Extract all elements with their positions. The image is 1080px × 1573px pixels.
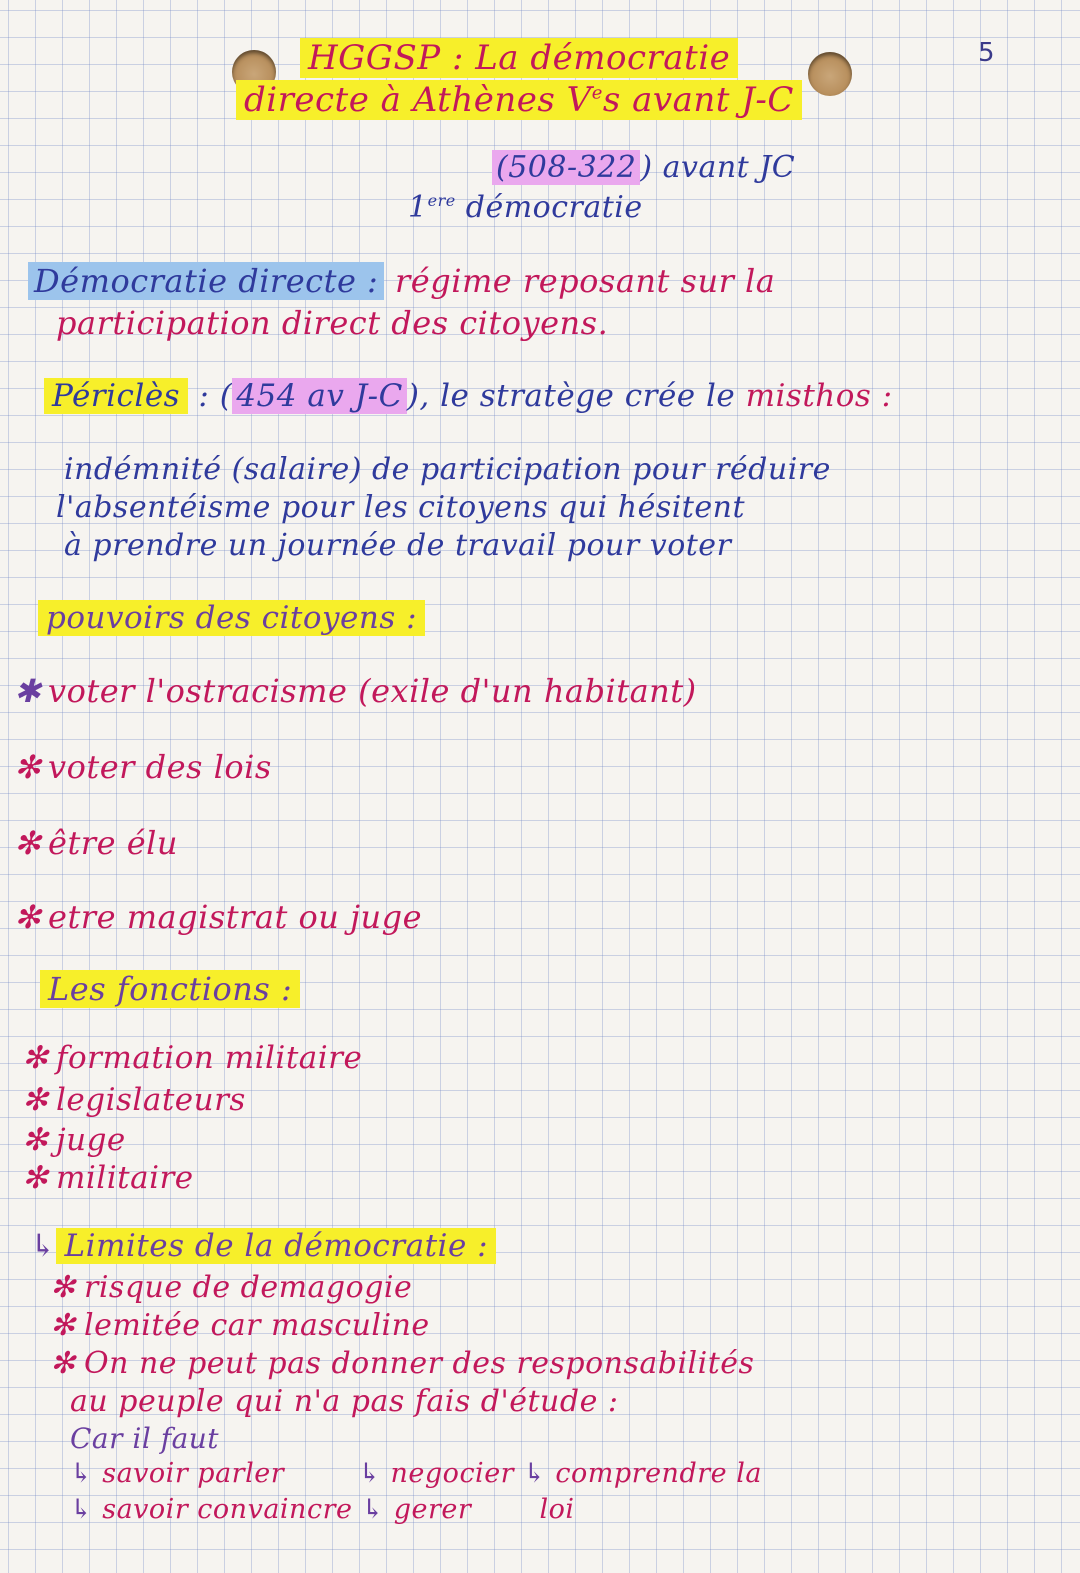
limites-heading-text: Limites de la démocratie : [56, 1228, 496, 1264]
skills-row-2 [70, 1494, 575, 1525]
pouvoir-text-1: voter l'ostracisme (exile d'un habitant) [48, 672, 697, 710]
fonction-text-2: legislateurs [56, 1082, 246, 1118]
binder-hole-right [808, 52, 852, 96]
pouvoir-text-2: voter des lois [48, 748, 272, 786]
skills-row-1 [70, 1458, 762, 1489]
bullet-icon: ✻ [50, 1308, 76, 1343]
fonctions-heading [40, 970, 300, 1008]
first-sup: ere [427, 191, 456, 210]
pouvoir-item-3 [14, 824, 178, 862]
bullet-icon: ✻ [22, 1040, 49, 1076]
first-democracy-line [408, 190, 643, 225]
limite-text-3: On ne peut pas donner des responsabilités [84, 1346, 755, 1381]
arrow-icon: ↳ [523, 1458, 547, 1489]
bullet-icon: ✻ [50, 1346, 76, 1381]
limites-heading [30, 1228, 496, 1264]
fonctions-heading-text: Les fonctions : [40, 970, 300, 1008]
pericles-name: Périclès [44, 378, 188, 414]
arrow-icon: ↳ [358, 1458, 382, 1489]
fonction-item-2 [22, 1082, 246, 1118]
limite-item-2 [50, 1308, 430, 1343]
arrow-icon: ↳ [30, 1228, 57, 1264]
bullet-icon: ✻ [14, 748, 42, 786]
pouvoir-text-4: etre magistrat ou juge [48, 898, 423, 936]
fonction-item-1 [22, 1040, 362, 1076]
definition-term: Démocratie directe : [28, 262, 384, 300]
date-suffix: ) avant JC [640, 150, 796, 185]
fonction-item-4 [22, 1160, 194, 1196]
limite-item-1 [50, 1270, 412, 1305]
title-subject: La démocratie [475, 38, 731, 78]
arrow-icon: ↳ [70, 1458, 94, 1489]
bullet-icon: ✻ [14, 898, 42, 936]
date-range-line [492, 150, 795, 185]
definition-line-1 [28, 262, 775, 300]
title-place: directe à Athènes V [244, 80, 592, 120]
pericles-date: 454 av J-C [232, 378, 407, 414]
pouvoir-item-4 [14, 898, 422, 936]
page-number: 5 [978, 38, 995, 68]
pericles-colon: : ( [188, 378, 233, 414]
limite-continuation: au peuple qui n'a pas fais d'étude : [70, 1384, 619, 1419]
limite-item-3 [50, 1346, 754, 1381]
pericles-after: ), le stratège crée le [406, 378, 736, 414]
skill-negocier: negocier [390, 1458, 515, 1489]
fonction-text-4: militaire [56, 1160, 194, 1196]
definition-line-2: participation direct des citoyens. [56, 304, 609, 342]
bullet-icon: ✻ [22, 1160, 49, 1196]
title-period: s avant J-C [602, 80, 794, 120]
skill-comprendre: comprendre la [555, 1458, 762, 1489]
title-sup: e [591, 82, 603, 104]
pericles-body-3: à prendre un journée de travail pour voter [64, 528, 732, 563]
title-line-1 [300, 38, 738, 78]
pericles-line [44, 378, 893, 414]
fonction-item-3 [22, 1122, 126, 1158]
definition-text-1: régime reposant sur la [395, 262, 776, 300]
title-prefix: HGGSP : [308, 38, 476, 78]
bullet-icon: ✻ [50, 1270, 76, 1305]
arrow-icon: ↳ [361, 1494, 385, 1525]
pericles-body-1: indémnité (salaire) de participation pour réduire [64, 452, 831, 487]
misthos-term: misthos : [745, 378, 893, 414]
arrow-icon: ↳ [70, 1494, 94, 1525]
car-il-faut: Car il faut [70, 1422, 220, 1455]
date-range: (508-322 [492, 150, 640, 185]
skill-convaincre: savoir convaincre [102, 1494, 353, 1525]
title-line-2 [236, 80, 802, 120]
skill-loi: loi [539, 1494, 575, 1525]
fonction-text-3: juge [56, 1122, 126, 1158]
pouvoir-item-1 [14, 672, 697, 710]
first-number: 1 [408, 190, 428, 225]
fonction-text-1: formation militaire [56, 1040, 363, 1076]
pouvoir-item-2 [14, 748, 272, 786]
pouvoir-text-3: être élu [48, 824, 178, 862]
limite-text-1: risque de demagogie [84, 1270, 413, 1305]
pericles-body-2: l'absentéisme pour les citoyens qui hésitent [56, 490, 746, 525]
first-text: démocratie [465, 190, 643, 225]
pouvoirs-heading [38, 600, 425, 636]
bullet-icon: ✻ [22, 1122, 49, 1158]
skill-gerer: gerer [393, 1494, 472, 1525]
skill-savoir-parler: savoir parler [102, 1458, 285, 1489]
bullet-icon: ✻ [22, 1082, 49, 1118]
pouvoirs-heading-text: pouvoirs des citoyens : [38, 600, 425, 636]
limite-text-2: lemitée car masculine [84, 1308, 430, 1343]
star-bullet-icon: ✱ [14, 672, 42, 710]
bullet-icon: ✻ [14, 824, 42, 862]
